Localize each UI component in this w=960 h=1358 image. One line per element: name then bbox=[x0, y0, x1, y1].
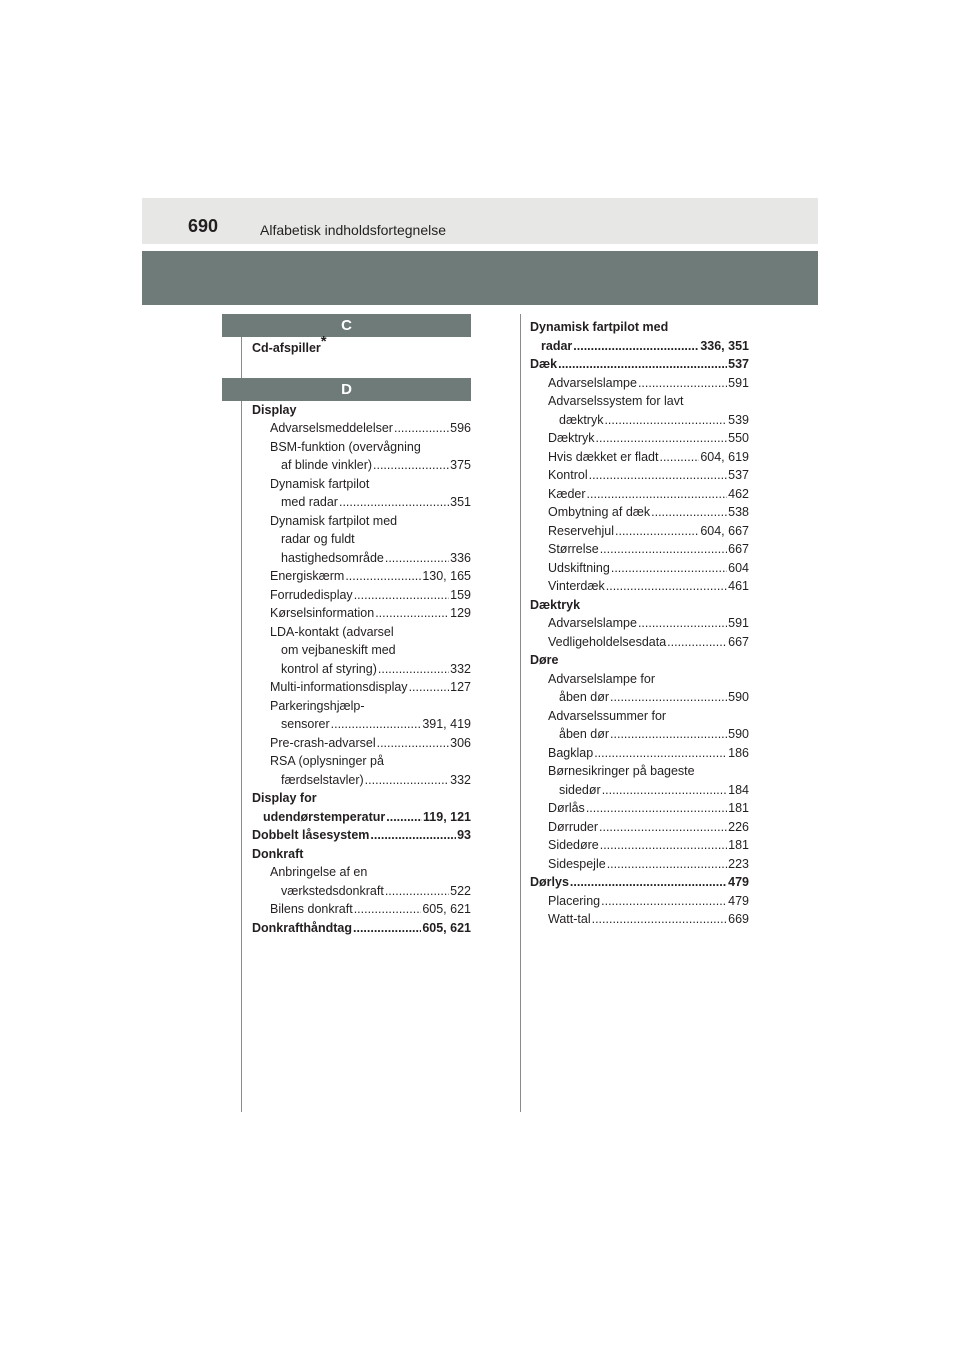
entry-page: 306 bbox=[450, 735, 471, 750]
dot-leader bbox=[586, 799, 727, 818]
entry-label: Sidedøre bbox=[548, 838, 599, 852]
index-entry bbox=[530, 411, 749, 430]
entry-page: 332 bbox=[450, 772, 471, 787]
entry-label: af blinde vinkler) bbox=[281, 458, 373, 472]
index-entry: Børnesikringer på bageste bbox=[548, 764, 695, 778]
index-entry: Display bbox=[252, 402, 297, 417]
index-entry bbox=[252, 826, 471, 845]
entry-label: Kontrol bbox=[548, 468, 588, 482]
entry-label: Udskiftning bbox=[548, 560, 610, 575]
index-entry: Parkeringshjælp- bbox=[270, 698, 365, 713]
entry-page: 130, 165 bbox=[422, 569, 471, 583]
index-entry bbox=[530, 799, 749, 818]
entry-page: 159 bbox=[450, 587, 471, 602]
dot-leader bbox=[370, 826, 456, 845]
entry-page: 479 bbox=[728, 875, 749, 889]
dot-leader bbox=[610, 725, 727, 744]
section-header-c: C bbox=[222, 314, 471, 337]
dot-leader bbox=[606, 577, 727, 596]
entry-label: Placering bbox=[548, 893, 601, 908]
index-entry bbox=[252, 900, 471, 919]
entry-label: Kørselsinformation bbox=[270, 606, 375, 620]
asterisk-mark: * bbox=[320, 333, 327, 350]
index-entry bbox=[530, 337, 749, 356]
entry-label: Dobbelt låsesystem bbox=[252, 828, 370, 842]
entry-page: 604, 667 bbox=[700, 523, 749, 538]
index-entry: radar og fuldt bbox=[281, 532, 355, 546]
right-column-rule bbox=[520, 314, 521, 1112]
index-entry bbox=[530, 429, 749, 448]
header-band bbox=[142, 251, 818, 305]
dot-leader bbox=[558, 355, 727, 374]
entry-label: Vinterdæk bbox=[548, 579, 605, 593]
entry-label: Advarselslampe bbox=[548, 375, 637, 390]
index-entry bbox=[530, 466, 749, 485]
right-index-column bbox=[530, 318, 749, 929]
entry-label: Multi-informationsdisplay bbox=[270, 680, 408, 694]
entry-label: Cd-afspiller bbox=[252, 341, 321, 355]
entry-label: Dørlys bbox=[530, 875, 569, 889]
dot-leader bbox=[394, 419, 449, 438]
index-entry: BSM-funktion (overvågning bbox=[270, 439, 421, 454]
entry-label: Dæk bbox=[530, 357, 558, 371]
index-entry bbox=[252, 919, 471, 938]
dot-leader bbox=[607, 855, 727, 874]
entry-page: 604, 619 bbox=[700, 449, 749, 464]
entry-label: sensorer bbox=[281, 717, 330, 731]
dot-leader bbox=[596, 429, 728, 448]
index-entry: LDA-kontakt (advarsel bbox=[270, 624, 394, 639]
entry-page: 605, 621 bbox=[422, 902, 471, 916]
index-entry bbox=[530, 744, 749, 763]
entry-label: Dørruder bbox=[548, 819, 599, 834]
entry-page: 667 bbox=[728, 634, 749, 649]
entry-page: 336, 351 bbox=[700, 338, 749, 353]
entry-page: 332 bbox=[450, 661, 471, 676]
entry-page: 186 bbox=[728, 745, 749, 760]
entry-page: 590 bbox=[728, 727, 749, 741]
dot-leader bbox=[638, 614, 727, 633]
dot-leader bbox=[375, 604, 449, 623]
entry-page: 605, 621 bbox=[422, 920, 471, 935]
index-entry: Dynamisk fartpilot bbox=[270, 476, 370, 491]
index-entry bbox=[530, 448, 749, 467]
dot-leader bbox=[651, 503, 727, 522]
entry-page: 93 bbox=[457, 828, 471, 842]
entry-page: 127 bbox=[450, 680, 471, 694]
index-entry: Advarselslampe for bbox=[548, 671, 655, 686]
dot-leader bbox=[373, 456, 449, 475]
dot-leader bbox=[601, 892, 727, 911]
entry-page: 537 bbox=[728, 468, 749, 482]
index-entry: Dynamisk fartpilot med bbox=[270, 513, 398, 528]
left-index-column bbox=[252, 314, 471, 937]
dot-leader bbox=[354, 586, 449, 605]
page-number: 690 bbox=[188, 216, 219, 236]
entry-page: 119, 121 bbox=[423, 809, 471, 824]
entry-label: Kæder bbox=[548, 486, 586, 501]
entry-page: 181 bbox=[728, 801, 749, 815]
entry-page: 181 bbox=[728, 838, 749, 852]
dot-leader bbox=[638, 374, 727, 393]
entry-label: kontrol af styring) bbox=[281, 661, 377, 676]
entry-page: 591 bbox=[728, 375, 749, 390]
entry-label: radar bbox=[541, 338, 573, 353]
dot-leader bbox=[610, 688, 727, 707]
entry-label: dæktryk bbox=[559, 412, 604, 427]
dot-leader bbox=[599, 818, 727, 837]
index-entry: Dæktryk bbox=[530, 597, 581, 612]
entry-page: 539 bbox=[728, 412, 749, 427]
index-entry: RSA (oplysninger på bbox=[270, 754, 384, 768]
dot-leader bbox=[386, 808, 422, 827]
index-entry bbox=[252, 456, 471, 475]
entry-page: 590 bbox=[728, 690, 749, 704]
dot-leader bbox=[409, 678, 450, 697]
index-entry bbox=[252, 660, 471, 679]
index-entry bbox=[252, 567, 471, 586]
entry-label: Vedligeholdelsesdata bbox=[548, 634, 667, 649]
entry-label: sidedør bbox=[559, 782, 601, 797]
dot-leader bbox=[600, 540, 727, 559]
entry-page: 479 bbox=[728, 893, 749, 908]
entry-label: åben dør bbox=[559, 690, 610, 704]
entry-label: Pre-crash-advarsel bbox=[270, 735, 376, 750]
index-entry bbox=[530, 725, 749, 744]
dot-leader bbox=[667, 633, 727, 652]
entry-page: 184 bbox=[728, 782, 749, 797]
index-entry bbox=[530, 485, 749, 504]
dot-leader bbox=[600, 836, 727, 855]
index-entry bbox=[530, 910, 749, 929]
dot-leader bbox=[365, 771, 449, 790]
index-entry bbox=[252, 419, 471, 438]
index-entry bbox=[252, 549, 471, 568]
entry-label: Advarselslampe bbox=[548, 616, 637, 630]
dot-leader bbox=[385, 882, 449, 901]
index-entry bbox=[530, 781, 749, 800]
entry-page: 596 bbox=[450, 421, 471, 435]
dot-leader bbox=[377, 734, 450, 753]
index-entry: om vejbaneskift med bbox=[281, 643, 396, 657]
dot-leader bbox=[345, 567, 421, 586]
dot-leader bbox=[615, 522, 699, 541]
dot-leader bbox=[353, 919, 421, 938]
entry-label: Hvis dækket er fladt bbox=[548, 449, 659, 464]
entry-label: Donkrafthåndtag bbox=[252, 920, 352, 935]
index-entry bbox=[252, 333, 471, 358]
entry-page: 522 bbox=[450, 883, 471, 898]
entry-page: 604 bbox=[728, 560, 749, 575]
index-entry bbox=[530, 374, 749, 393]
entry-label: færdselstavler) bbox=[281, 772, 364, 787]
entry-page: 336 bbox=[450, 550, 471, 565]
entry-label: Forrudedisplay bbox=[270, 587, 353, 602]
entry-page: 550 bbox=[728, 431, 749, 445]
dot-leader bbox=[354, 900, 422, 919]
entry-label: Energiskærm bbox=[270, 569, 345, 583]
entry-page: 226 bbox=[728, 819, 749, 834]
index-entry bbox=[530, 503, 749, 522]
entry-label: hastighedsområde bbox=[281, 550, 384, 565]
index-entry bbox=[252, 493, 471, 512]
dot-leader bbox=[573, 337, 699, 356]
entry-page: 129 bbox=[450, 606, 471, 620]
index-entry bbox=[530, 559, 749, 578]
entry-page: 375 bbox=[450, 458, 471, 472]
index-entry bbox=[530, 836, 749, 855]
entry-label: udendørstemperatur bbox=[263, 809, 386, 824]
index-entry bbox=[530, 577, 749, 596]
dot-leader bbox=[604, 411, 727, 430]
index-entry: Donkraft bbox=[252, 846, 304, 861]
entry-label: Ombytning af dæk bbox=[548, 505, 651, 519]
dot-leader bbox=[385, 549, 449, 568]
index-entry bbox=[530, 614, 749, 633]
index-entry bbox=[530, 522, 749, 541]
index-entry bbox=[252, 715, 471, 734]
index-entry: Display for bbox=[252, 791, 317, 805]
entry-page: 669 bbox=[728, 912, 749, 926]
entry-label: Advarselsmeddelelser bbox=[270, 421, 393, 435]
entry-page: 391, 419 bbox=[422, 717, 471, 731]
entry-label: Størrelse bbox=[548, 542, 599, 556]
section-header-d: D bbox=[222, 378, 471, 401]
entry-label: Bilens donkraft bbox=[270, 902, 353, 916]
index-entry: Døre bbox=[530, 653, 559, 667]
entry-page: 351 bbox=[450, 495, 471, 509]
index-entry bbox=[252, 882, 471, 901]
index-entry bbox=[530, 818, 749, 837]
index-entry bbox=[530, 892, 749, 911]
index-entry bbox=[530, 633, 749, 652]
dot-leader bbox=[592, 910, 728, 929]
dot-leader bbox=[570, 873, 727, 892]
index-entry bbox=[530, 688, 749, 707]
dot-leader bbox=[587, 485, 728, 504]
index-entry bbox=[252, 678, 471, 697]
header-bar bbox=[142, 198, 818, 244]
entry-label: Watt-tal bbox=[548, 912, 591, 926]
entry-page: 462 bbox=[728, 486, 749, 501]
index-entry bbox=[530, 873, 749, 892]
entry-page: 223 bbox=[728, 856, 749, 871]
entry-label: Reservehjul bbox=[548, 523, 615, 538]
dot-leader bbox=[611, 559, 727, 578]
index-entry bbox=[530, 540, 749, 559]
dot-leader bbox=[378, 660, 449, 679]
index-entry: Advarselssummer for bbox=[548, 708, 667, 723]
index-entry bbox=[252, 604, 471, 623]
index-entry bbox=[252, 771, 471, 790]
entry-page: 591 bbox=[728, 616, 749, 630]
left-column-rule bbox=[241, 314, 242, 1112]
entry-page: 538 bbox=[728, 505, 749, 519]
entry-page: 461 bbox=[728, 579, 749, 593]
dot-leader bbox=[659, 448, 699, 467]
entry-label: Sidespejle bbox=[548, 856, 606, 871]
entry-label: Dæktryk bbox=[548, 431, 595, 445]
dot-leader bbox=[602, 781, 727, 800]
entry-label: Dørlås bbox=[548, 801, 585, 815]
entry-label: værkstedsdonkraft bbox=[281, 883, 384, 898]
entry-label: med radar bbox=[281, 495, 338, 509]
index-entry bbox=[252, 734, 471, 753]
page-title: Alfabetisk indholdsfortegnelse bbox=[260, 222, 447, 238]
dot-leader bbox=[339, 493, 449, 512]
entry-label: Bagklap bbox=[548, 745, 594, 760]
entry-label: åben dør bbox=[559, 727, 610, 741]
index-entry bbox=[252, 808, 471, 827]
entry-page: 667 bbox=[728, 542, 749, 556]
dot-leader bbox=[594, 744, 727, 763]
dot-leader bbox=[331, 715, 422, 734]
index-entry: Dynamisk fartpilot med bbox=[530, 320, 669, 334]
entry-page: 537 bbox=[728, 357, 749, 371]
index-entry bbox=[530, 855, 749, 874]
index-entry bbox=[530, 355, 749, 374]
index-entry: Advarselssystem for lavt bbox=[548, 394, 684, 408]
dot-leader bbox=[589, 466, 728, 485]
index-entry: Anbringelse af en bbox=[270, 865, 368, 879]
index-entry bbox=[252, 586, 471, 605]
